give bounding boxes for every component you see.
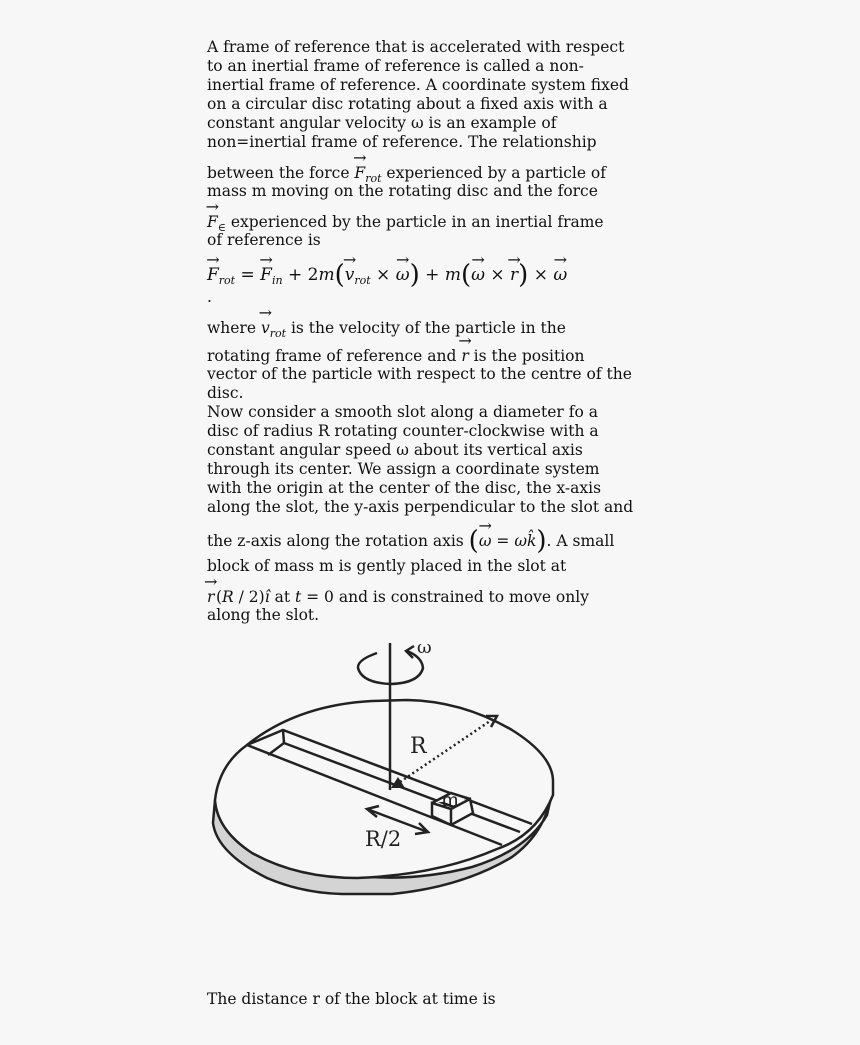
text-line: constant angular speed ω about its vertical axis bbox=[207, 441, 583, 459]
equation-dot: . bbox=[207, 288, 212, 306]
omega-label: ω bbox=[417, 637, 432, 658]
subscript-rot: rot bbox=[365, 172, 382, 185]
slot-depth-left bbox=[283, 730, 284, 743]
text-line: through its center. We assign a coordinate system bbox=[207, 460, 600, 478]
subscript-in: ∈ bbox=[217, 221, 226, 234]
vector-F-symbol: → F bbox=[207, 201, 218, 243]
text-line: with the origin at the center of the disc, the x-axis bbox=[207, 479, 602, 497]
rotating-disc-figure bbox=[207, 635, 567, 905]
position-paragraph bbox=[207, 365, 657, 403]
text-line: non=inertial frame of reference. The relationship bbox=[207, 133, 597, 151]
zaxis-line: the z-axis along the rotation axis (→ ω = ωk̂). A small bbox=[207, 517, 657, 557]
problem-text bbox=[207, 38, 657, 625]
text-line: inertial frame of reference. A coordinate system fixed bbox=[207, 76, 629, 94]
where-line: where → $v_{rot}$ is the velocity of the particle in the bbox=[207, 307, 657, 337]
mass-label: m bbox=[441, 789, 460, 811]
vector-r-symbol: → r bbox=[461, 337, 468, 375]
vector-F-symbol: → F bbox=[354, 152, 365, 194]
text-line: along the slot, the y-axis perpendicular to the slot and bbox=[207, 498, 634, 516]
text-line: disc of radius R rotating counter-clockwise with a bbox=[207, 422, 599, 440]
reference-line: of reference is bbox=[207, 231, 321, 249]
half-radius-label: R/2 bbox=[365, 827, 402, 851]
slot-paragraph bbox=[207, 403, 657, 517]
mass-line: mass m moving on the rotating disc and the force bbox=[207, 182, 598, 200]
coriolis-equation: → $F_{rot}$ = → $F_{in} + 2m(\to v_{rot}$ × → ω) + m(→ ω × → r) × → ω bbox=[207, 250, 657, 302]
force-in-line: → $F_\in$ experienced by the particle in an inertial frame bbox=[207, 201, 657, 231]
text-line: A frame of reference that is accelerated with respect bbox=[207, 38, 625, 56]
rotating-line: rotating frame of reference and → r is the position bbox=[207, 337, 657, 365]
disc-top bbox=[215, 700, 553, 878]
text-line: to an inertial frame of reference is called a non- bbox=[207, 57, 584, 75]
text-line: Now consider a smooth slot along a diameter fo a bbox=[207, 403, 598, 421]
force-rot-line: between the force → $F_{rot}$ experienced by a particle of bbox=[207, 152, 657, 182]
radius-label: R bbox=[410, 734, 427, 759]
text-line: disc. bbox=[207, 384, 244, 402]
text-line: constant angular velocity ω is an example of bbox=[207, 114, 557, 132]
initial-condition-line: → r (R / 2)î at t = 0 and is constrained to move only bbox=[207, 576, 657, 606]
text-line: on a circular disc rotating about a fixed axis with a bbox=[207, 95, 608, 113]
intro-paragraph bbox=[207, 38, 657, 152]
vector-v-symbol: → v bbox=[261, 307, 270, 349]
text-line: vector of the particle with respect to the centre of the bbox=[207, 365, 632, 383]
block-line: block of mass m is gently placed in the slot at bbox=[207, 557, 567, 575]
slot-line: along the slot. bbox=[207, 606, 320, 624]
question-footer: The distance r of the block at time is bbox=[207, 990, 496, 1008]
